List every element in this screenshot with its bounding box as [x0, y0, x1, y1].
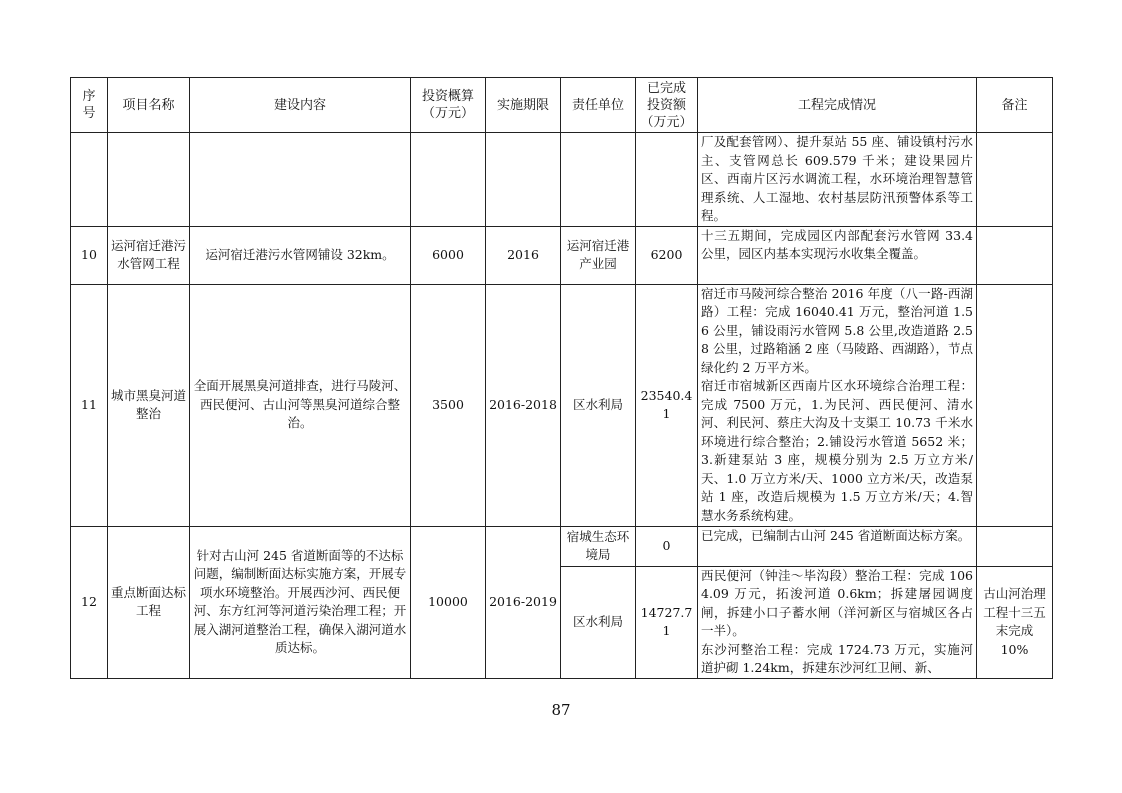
row-period: 2016 — [486, 226, 561, 284]
table-row — [71, 226, 1053, 284]
row-completed: 14727.7 1 — [636, 566, 698, 678]
row-remark — [977, 226, 1053, 284]
row-budget — [411, 133, 486, 227]
row-budget: 6000 — [411, 226, 486, 284]
header-content: 建设内容 — [190, 78, 411, 133]
row-unit — [561, 133, 636, 227]
row-unit: 区水利局 — [561, 284, 636, 526]
project-table — [70, 77, 1053, 679]
row-unit: 区水利局 — [561, 566, 636, 678]
row-budget: 10000 — [411, 526, 486, 678]
row-no: 11 — [71, 284, 108, 526]
row-status: 十三五期间，完成园区内部配套污水管网 33.4 公里，园区内基本实现污水收集全覆盖。 — [698, 226, 977, 284]
row-remark — [977, 133, 1053, 227]
row-completed: 0 — [636, 526, 698, 566]
row-content: 全面开展黑臭河道排查，进行马陵河、西民便河、古山河等黑臭河道综合整治。 — [190, 284, 411, 526]
row-budget: 3500 — [411, 284, 486, 526]
row-content: 运河宿迁港污水管网铺设 32km。 — [190, 226, 411, 284]
header-remark: 备注 — [977, 78, 1053, 133]
row-name — [108, 133, 190, 227]
row-status: 西民便河（钟洼～毕沟段）整治工程：完成 1064.09 万元，拓浚河道 0.6km；拆建屠园调度闸，拆建小口子蓄水闸（洋河新区与宿城区各占一半）。 东沙河整治工程：完成 1724.73 万元，实施河道护砌 1.24km，拆建东沙河红卫闸、新、 — [698, 566, 977, 678]
row-completed: 23540.4 1 — [636, 284, 698, 526]
header-name: 项目名称 — [108, 78, 190, 133]
row-remark — [977, 526, 1053, 566]
row-name: 城市黑臭河道整治 — [108, 284, 190, 526]
row-content: 针对古山河 245 省道断面等的不达标问题，编制断面达标实施方案，开展专项水环境整治。开展西沙河、西民便河、东方红河等河道污染治理工程；开展入湖河道整治工程，确保入湖河道水质达标。 — [190, 526, 411, 678]
header-budget: 投资概算 （万元） — [411, 78, 486, 133]
row-status: 厂及配套管网）、提升泵站 55 座、铺设镇村污水主、支管网总长 609.579 千米；建设果园片区、西南片区污水调流工程，水环境治理智慧管理系统、人工湿地、农村基层防汛预警体系等工程。 — [698, 133, 977, 227]
page-number: 87 — [551, 701, 571, 719]
row-name: 运河宿迁港污水管网工程 — [108, 226, 190, 284]
row-period: 2016-2019 — [486, 526, 561, 678]
table-row — [71, 284, 1053, 526]
row-unit: 宿城生态环境局 — [561, 526, 636, 566]
row-completed — [636, 133, 698, 227]
table-row — [71, 133, 1053, 227]
row-remark: 古山河治理工程十三五末完成 10% — [977, 566, 1053, 678]
header-status: 工程完成情况 — [698, 78, 977, 133]
row-unit: 运河宿迁港产业园 — [561, 226, 636, 284]
row-period — [486, 133, 561, 227]
row-content — [190, 133, 411, 227]
row-completed: 6200 — [636, 226, 698, 284]
row-remark — [977, 284, 1053, 526]
table-row — [71, 526, 1053, 566]
table-header-row — [71, 78, 1053, 133]
header-no: 序 号 — [71, 78, 108, 133]
row-no: 10 — [71, 226, 108, 284]
row-status: 宿迁市马陵河综合整治 2016 年度（八一路-西湖路）工程：完成 16040.41 万元，整治河道 1.56 公里，铺设雨污水管网 5.8 公里,改造道路 2.58 公里，过路箱涵 2 座（马陵路、西湖路），节点绿化约 2 万平方米。 宿迁市宿城新区西南片区水环境综合治理工程：完成 7500 万元，1.为民河、西民便河、清水河、利民河、蔡庄大沟及十支渠工 10.73 千米水环境进行综合整治；2.铺设污水管道 5652 米；3.新建泵站 3 座，规模分别为 2.5 万立方米/天、1.0 万立方米/天、1000 立方米/天，改造泵站 1 座，改造后规模为 1.5 万立方米/天；4.智慧水务系统构建。 — [698, 284, 977, 526]
row-name: 重点断面达标工程 — [108, 526, 190, 678]
header-completed: 已完成 投资额 （万元） — [636, 78, 698, 133]
row-status: 已完成，已编制古山河 245 省道断面达标方案。 — [698, 526, 977, 566]
row-period: 2016-2018 — [486, 284, 561, 526]
header-period: 实施期限 — [486, 78, 561, 133]
row-no — [71, 133, 108, 227]
header-unit: 责任单位 — [561, 78, 636, 133]
row-no: 12 — [71, 526, 108, 678]
